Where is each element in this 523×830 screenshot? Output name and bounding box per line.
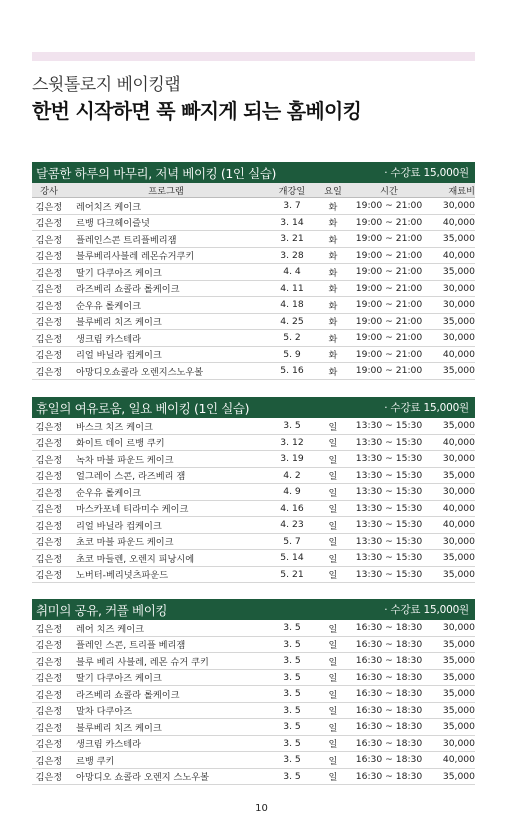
cell-time: 19:00 ~ 21:00	[355, 249, 423, 261]
cell-start-date: 4. 11	[280, 282, 304, 294]
cell-program: 라즈베리 쇼콜라 롤케이크	[76, 284, 180, 296]
cell-program: 마스카포네 티라미수 케이크	[76, 504, 189, 516]
cell-weekday: 일	[328, 656, 338, 668]
cell-start-date: 3. 5	[283, 721, 301, 733]
cell-start-date: 3. 5	[283, 420, 301, 432]
cell-material-fee: 35,000	[442, 266, 475, 278]
cell-start-date: 3. 5	[283, 655, 301, 667]
cell-start-date: 5. 2	[283, 332, 301, 344]
cell-material-fee: 35,000	[442, 721, 475, 733]
cell-weekday: 일	[328, 438, 338, 450]
table-row	[32, 637, 475, 654]
table-row	[32, 703, 475, 720]
cell-material-fee: 35,000	[442, 671, 475, 683]
table-row	[32, 769, 475, 786]
cell-material-fee: 35,000	[442, 552, 475, 564]
cell-instructor: 김은정	[35, 267, 63, 279]
cell-material-fee: 30,000	[442, 486, 475, 498]
table-row	[32, 215, 475, 232]
cell-time: 13:30 ~ 15:30	[355, 568, 423, 580]
cell-material-fee: 35,000	[442, 638, 475, 650]
cell-weekday: 일	[328, 739, 338, 751]
cell-time: 19:00 ~ 21:00	[355, 266, 423, 278]
page-title: 한번 시작하면 푹 빠지게 되는 홈베이킹	[32, 99, 362, 123]
cell-start-date: 3. 14	[280, 216, 304, 228]
page-subtitle: 스윗톨로지 베이킹랩	[32, 75, 181, 95]
cell-weekday: 일	[328, 755, 338, 767]
table-row	[32, 550, 475, 567]
section-title: 취미의 공유, 커플 베이킹	[36, 602, 168, 618]
cell-instructor: 김은정	[35, 201, 63, 213]
cell-time: 13:30 ~ 15:30	[355, 535, 423, 547]
cell-instructor: 김은정	[35, 421, 63, 433]
cell-program: 블루베리 치즈 케이크	[76, 722, 162, 734]
table-row	[32, 418, 475, 435]
cell-start-date: 3. 5	[283, 737, 301, 749]
cell-weekday: 화	[328, 251, 338, 263]
cell-time: 19:00 ~ 21:00	[355, 233, 423, 245]
cell-time: 13:30 ~ 15:30	[355, 420, 423, 432]
table-row	[32, 435, 475, 452]
cell-time: 13:30 ~ 15:30	[355, 453, 423, 465]
cell-time: 13:30 ~ 15:30	[355, 436, 423, 448]
tuition-note: · 수강료 15,000원	[384, 402, 469, 414]
cell-material-fee: 35,000	[442, 688, 475, 700]
cell-start-date: 3. 5	[283, 638, 301, 650]
cell-instructor: 김은정	[35, 537, 63, 549]
cell-time: 13:30 ~ 15:30	[355, 519, 423, 531]
header-instructor: 강사	[40, 186, 58, 197]
cell-start-date: 3. 21	[280, 233, 304, 245]
table-row	[32, 484, 475, 501]
cell-time: 19:00 ~ 21:00	[355, 315, 423, 327]
cell-weekday: 일	[328, 570, 338, 582]
cell-weekday: 일	[328, 722, 338, 734]
cell-program: 르뱅 쿠키	[76, 755, 115, 767]
cell-material-fee: 30,000	[442, 332, 475, 344]
header-program: 프로그램	[148, 186, 184, 197]
section-header	[32, 162, 475, 183]
cell-start-date: 4. 9	[283, 486, 301, 498]
cell-material-fee: 40,000	[442, 216, 475, 228]
cell-material-fee: 35,000	[442, 655, 475, 667]
cell-instructor: 김은정	[35, 623, 63, 635]
cell-weekday: 일	[328, 520, 338, 532]
cell-time: 16:30 ~ 18:30	[355, 671, 423, 683]
cell-time: 16:30 ~ 18:30	[355, 770, 423, 782]
table-row	[32, 736, 475, 753]
section-sunday-baking	[32, 397, 475, 583]
cell-program: 리얼 바닐라 컵케이크	[76, 350, 162, 362]
cell-start-date: 3. 28	[280, 249, 304, 261]
cell-instructor: 김은정	[35, 317, 63, 329]
cell-instructor: 김은정	[35, 706, 63, 718]
cell-weekday: 일	[328, 504, 338, 516]
table-row	[32, 451, 475, 468]
cell-material-fee: 30,000	[442, 282, 475, 294]
cell-instructor: 김은정	[35, 570, 63, 582]
cell-start-date: 3. 19	[280, 453, 304, 465]
cell-time: 16:30 ~ 18:30	[355, 721, 423, 733]
table-row	[32, 297, 475, 314]
page-number: 10	[255, 803, 268, 814]
cell-program: 아망디오 쇼콜라 오렌지 스노우볼	[76, 772, 210, 784]
cell-weekday: 일	[328, 553, 338, 565]
cell-weekday: 일	[328, 471, 338, 483]
header-day: 요일	[324, 186, 342, 197]
table-header-row	[32, 183, 475, 198]
tuition-note: · 수강료 15,000원	[384, 604, 469, 616]
cell-program: 노버터-베리넛츠파운드	[76, 570, 169, 582]
cell-time: 16:30 ~ 18:30	[355, 704, 423, 716]
cell-start-date: 4. 23	[280, 519, 304, 531]
cell-weekday: 일	[328, 689, 338, 701]
cell-weekday: 화	[328, 218, 338, 230]
cell-material-fee: 40,000	[442, 519, 475, 531]
table-row	[32, 248, 475, 265]
table-row	[32, 686, 475, 703]
tuition-note: · 수강료 15,000원	[384, 167, 469, 179]
cell-material-fee: 40,000	[442, 249, 475, 261]
cell-instructor: 김은정	[35, 673, 63, 685]
cell-start-date: 4. 2	[283, 469, 301, 481]
cell-program: 녹차 마블 파운드 케이크	[76, 454, 174, 466]
cell-time: 13:30 ~ 15:30	[355, 502, 423, 514]
table-row	[32, 620, 475, 637]
cell-material-fee: 35,000	[442, 568, 475, 580]
cell-material-fee: 30,000	[442, 737, 475, 749]
cell-instructor: 김은정	[35, 689, 63, 701]
cell-material-fee: 35,000	[442, 233, 475, 245]
cell-material-fee: 40,000	[442, 348, 475, 360]
cell-time: 16:30 ~ 18:30	[355, 638, 423, 650]
cell-weekday: 화	[328, 317, 338, 329]
table-row	[32, 264, 475, 281]
table-row	[32, 752, 475, 769]
cell-time: 13:30 ~ 15:30	[355, 469, 423, 481]
cell-program: 르뱅 다크헤이즐넛	[76, 218, 150, 230]
cell-material-fee: 30,000	[442, 453, 475, 465]
cell-weekday: 일	[328, 537, 338, 549]
cell-material-fee: 30,000	[442, 200, 475, 212]
cell-start-date: 3. 7	[283, 200, 301, 212]
table-row	[32, 468, 475, 485]
table-row	[32, 653, 475, 670]
cell-start-date: 3. 5	[283, 754, 301, 766]
cell-instructor: 김은정	[35, 300, 63, 312]
header-fee: 재료비	[448, 186, 475, 197]
cell-time: 19:00 ~ 21:00	[355, 216, 423, 228]
cell-program: 레어 치즈 케이크	[76, 623, 144, 635]
cell-time: 16:30 ~ 18:30	[355, 737, 423, 749]
cell-program: 레어치즈 케이크	[76, 201, 142, 213]
cell-weekday: 화	[328, 284, 338, 296]
cell-material-fee: 40,000	[442, 502, 475, 514]
cell-instructor: 김은정	[35, 772, 63, 784]
cell-program: 플레인 스콘, 트리플 베리잼	[76, 640, 186, 652]
cell-start-date: 3. 12	[280, 436, 304, 448]
cell-start-date: 5. 7	[283, 535, 301, 547]
table-body	[32, 198, 475, 380]
cell-instructor: 김은정	[35, 284, 63, 296]
cell-time: 19:00 ~ 21:00	[355, 348, 423, 360]
cell-weekday: 일	[328, 454, 338, 466]
cell-instructor: 김은정	[35, 487, 63, 499]
cell-instructor: 김은정	[35, 722, 63, 734]
cell-time: 16:30 ~ 18:30	[355, 688, 423, 700]
cell-weekday: 일	[328, 487, 338, 499]
cell-start-date: 5. 21	[280, 568, 304, 580]
top-accent-bar	[32, 52, 475, 61]
cell-program: 딸기 다쿠아즈 케이크	[76, 267, 162, 279]
cell-material-fee: 30,000	[442, 622, 475, 634]
table-row	[32, 567, 475, 584]
table-row	[32, 314, 475, 331]
cell-program: 블루베리 치즈 케이크	[76, 317, 162, 329]
cell-material-fee: 30,000	[442, 299, 475, 311]
cell-time: 16:30 ~ 18:30	[355, 655, 423, 667]
cell-instructor: 김은정	[35, 755, 63, 767]
cell-weekday: 일	[328, 421, 338, 433]
section-title: 달콤한 하루의 마무리, 저녁 베이킹 (1인 실습)	[36, 165, 276, 181]
cell-material-fee: 35,000	[442, 365, 475, 377]
cell-material-fee: 35,000	[442, 770, 475, 782]
cell-program: 순우유 롤케이크	[76, 300, 142, 312]
cell-weekday: 화	[328, 366, 338, 378]
cell-program: 생크림 카스테라	[76, 739, 142, 751]
table-body	[32, 620, 475, 785]
cell-start-date: 3. 5	[283, 622, 301, 634]
cell-program: 아망디오쇼콜라 오렌지스노우볼	[76, 366, 204, 378]
cell-material-fee: 35,000	[442, 469, 475, 481]
cell-start-date: 5. 16	[280, 365, 304, 377]
cell-time: 16:30 ~ 18:30	[355, 622, 423, 634]
cell-time: 19:00 ~ 21:00	[355, 332, 423, 344]
cell-weekday: 일	[328, 623, 338, 635]
section-header	[32, 397, 475, 418]
cell-start-date: 3. 5	[283, 770, 301, 782]
cell-material-fee: 40,000	[442, 754, 475, 766]
cell-instructor: 김은정	[35, 504, 63, 516]
cell-start-date: 3. 5	[283, 704, 301, 716]
cell-instructor: 김은정	[35, 366, 63, 378]
cell-instructor: 김은정	[35, 454, 63, 466]
section-title: 휴일의 여유로움, 일요 베이킹 (1인 실습)	[36, 400, 250, 416]
cell-program: 화이트 데이 르뱅 쿠키	[76, 438, 165, 450]
section-header	[32, 599, 475, 620]
cell-program: 생크림 카스테라	[76, 333, 142, 345]
cell-start-date: 3. 5	[283, 688, 301, 700]
cell-start-date: 4. 16	[280, 502, 304, 514]
cell-program: 초코 마들렌, 오렌지 피낭시에	[76, 553, 195, 565]
cell-material-fee: 35,000	[442, 420, 475, 432]
cell-start-date: 5. 9	[283, 348, 301, 360]
table-row	[32, 501, 475, 518]
cell-instructor: 김은정	[35, 553, 63, 565]
cell-time: 13:30 ~ 15:30	[355, 552, 423, 564]
cell-instructor: 김은정	[35, 333, 63, 345]
cell-instructor: 김은정	[35, 350, 63, 362]
cell-weekday: 일	[328, 673, 338, 685]
cell-time: 19:00 ~ 21:00	[355, 365, 423, 377]
table-body	[32, 418, 475, 583]
cell-program: 라즈베리 쇼콜라 롤케이크	[76, 689, 180, 701]
cell-time: 19:00 ~ 21:00	[355, 200, 423, 212]
cell-program: 블루 베리 사블레, 레몬 슈거 쿠키	[76, 656, 209, 668]
cell-time: 13:30 ~ 15:30	[355, 486, 423, 498]
cell-program: 초코 마블 파운드 케이크	[76, 537, 174, 549]
cell-start-date: 5. 14	[280, 552, 304, 564]
table-row	[32, 719, 475, 736]
cell-program: 블루베리사블레 레몬슈거쿠키	[76, 251, 195, 263]
cell-start-date: 3. 5	[283, 671, 301, 683]
table-row	[32, 281, 475, 298]
cell-program: 플레인스콘 트리플베리잼	[76, 234, 177, 246]
cell-time: 19:00 ~ 21:00	[355, 282, 423, 294]
table-row	[32, 517, 475, 534]
cell-material-fee: 40,000	[442, 436, 475, 448]
table-row	[32, 363, 475, 380]
cell-instructor: 김은정	[35, 234, 63, 246]
table-row	[32, 231, 475, 248]
cell-weekday: 화	[328, 201, 338, 213]
cell-instructor: 김은정	[35, 438, 63, 450]
cell-time: 16:30 ~ 18:30	[355, 754, 423, 766]
cell-weekday: 일	[328, 772, 338, 784]
cell-material-fee: 35,000	[442, 315, 475, 327]
cell-time: 19:00 ~ 21:00	[355, 299, 423, 311]
cell-program: 딸기 다쿠아즈 케이크	[76, 673, 162, 685]
cell-weekday: 화	[328, 267, 338, 279]
cell-program: 바스크 치즈 케이크	[76, 421, 153, 433]
header-time: 시간	[380, 186, 398, 197]
cell-weekday: 화	[328, 234, 338, 246]
cell-instructor: 김은정	[35, 640, 63, 652]
cell-program: 순우유 롤케이크	[76, 487, 142, 499]
table-row	[32, 347, 475, 364]
cell-instructor: 김은정	[35, 218, 63, 230]
cell-program: 얼그레이 스콘, 라즈베리 잼	[76, 471, 186, 483]
cell-instructor: 김은정	[35, 520, 63, 532]
cell-instructor: 김은정	[35, 251, 63, 263]
cell-instructor: 김은정	[35, 656, 63, 668]
cell-program: 리얼 바닐라 컵케이크	[76, 520, 162, 532]
table-row	[32, 534, 475, 551]
cell-program: 말차 다쿠아즈	[76, 706, 133, 718]
cell-material-fee: 35,000	[442, 704, 475, 716]
cell-start-date: 4. 4	[283, 266, 301, 278]
cell-weekday: 일	[328, 640, 338, 652]
table-row	[32, 670, 475, 687]
cell-weekday: 일	[328, 706, 338, 718]
cell-weekday: 화	[328, 350, 338, 362]
cell-weekday: 화	[328, 333, 338, 345]
cell-material-fee: 30,000	[442, 535, 475, 547]
section-evening-baking	[32, 162, 475, 380]
section-couple-baking	[32, 599, 475, 785]
header-date: 개강일	[278, 186, 306, 197]
table-row	[32, 330, 475, 347]
cell-instructor: 김은정	[35, 739, 63, 751]
cell-start-date: 4. 25	[280, 315, 304, 327]
table-row	[32, 198, 475, 215]
cell-start-date: 4. 18	[280, 299, 304, 311]
cell-instructor: 김은정	[35, 471, 63, 483]
cell-weekday: 화	[328, 300, 338, 312]
